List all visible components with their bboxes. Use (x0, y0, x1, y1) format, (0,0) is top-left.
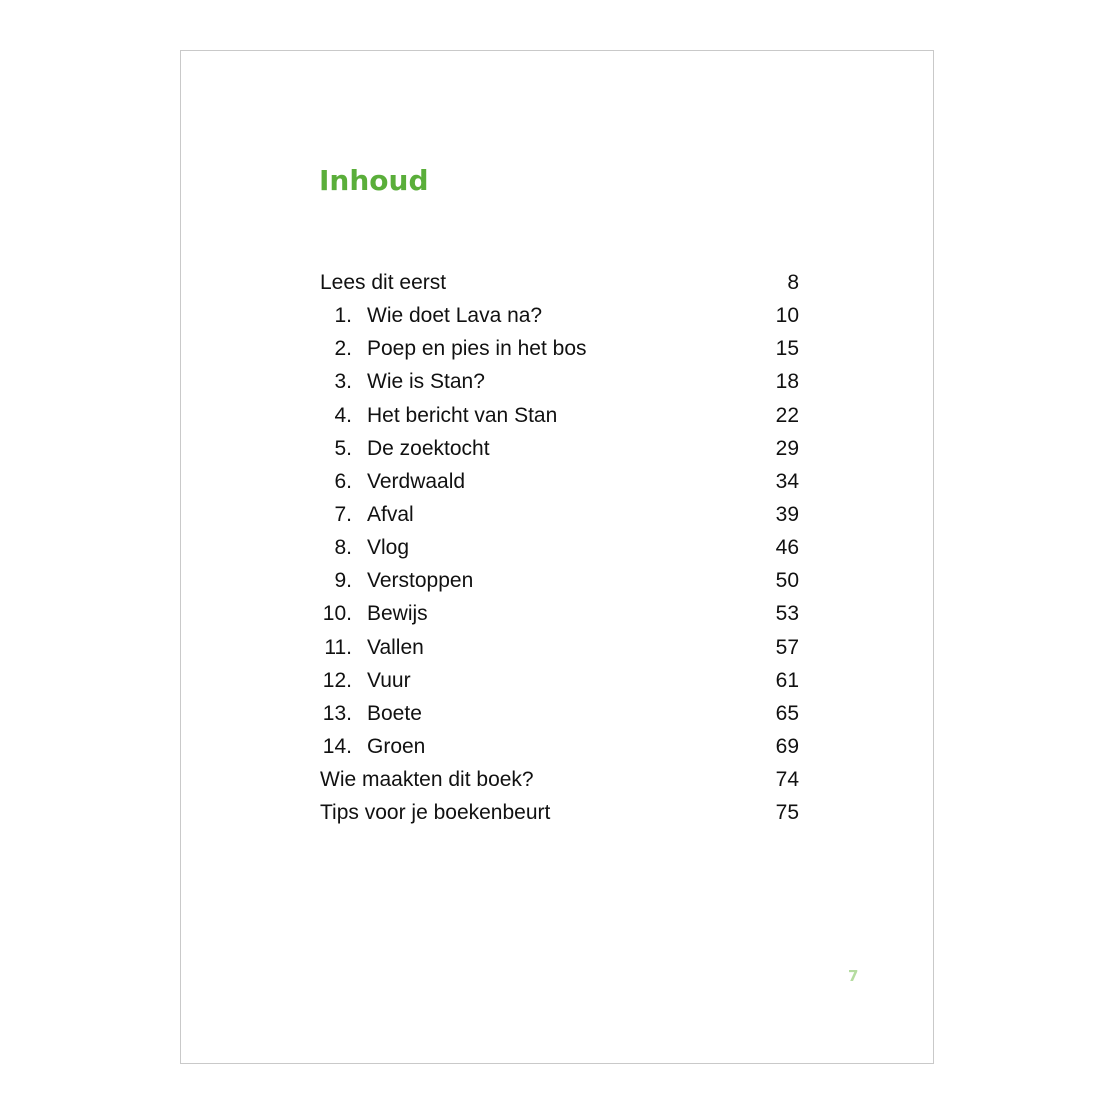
toc-entry (319, 432, 799, 465)
toc-entry-title: Groen (367, 734, 426, 758)
toc-entry-title: Vuur (367, 668, 411, 692)
toc-entry-title: Afval (367, 502, 414, 526)
toc-entry (319, 498, 799, 531)
toc-entry-page: 39 (775, 502, 799, 526)
toc-entry-title: Het bericht van Stan (367, 403, 558, 427)
toc-entry-number: 9. (334, 569, 352, 593)
toc-entry (319, 332, 799, 365)
toc-entry-title: Wie is Stan? (367, 370, 485, 394)
toc-entry (319, 597, 799, 630)
toc-entry (319, 399, 799, 432)
toc-entry-number: 14. (322, 734, 352, 758)
toc-entry (319, 531, 799, 564)
toc-entry (319, 564, 799, 597)
toc-entry-number: 10. (322, 602, 352, 626)
toc-entry-page: 74 (775, 768, 799, 792)
toc-entry-page: 22 (775, 403, 799, 427)
toc-entry-title: De zoektocht (367, 436, 490, 460)
toc-entry-title: Verdwaald (367, 469, 466, 493)
toc-entry (319, 465, 799, 498)
toc-entry-page: 53 (775, 602, 799, 626)
toc-entry-number: 6. (334, 469, 352, 493)
toc-entry-number: 8. (334, 536, 352, 560)
toc-entry-title: Lees dit eerst (320, 271, 447, 294)
toc-entry-title: Vallen (367, 635, 424, 659)
toc-entry-page: 29 (775, 436, 799, 460)
toc-entry (319, 763, 799, 796)
toc-entry-number: 1. (334, 304, 352, 328)
toc-entry (319, 266, 799, 299)
table-of-contents (319, 266, 799, 829)
toc-entry-title: Boete (367, 701, 422, 725)
toc-entry-page: 8 (787, 271, 799, 294)
toc-entry (319, 631, 799, 664)
toc-entry (319, 299, 799, 332)
toc-entry-page: 15 (775, 337, 799, 361)
toc-entry-page: 46 (775, 536, 799, 560)
toc-entry-number: 4. (334, 403, 352, 427)
page-number: 7 (848, 967, 859, 985)
toc-entry-title: Verstoppen (367, 569, 474, 593)
toc-entry (319, 664, 799, 697)
toc-entry-title: Tips voor je boekenbeurt (320, 801, 551, 825)
toc-entry-page: 61 (775, 668, 799, 692)
toc-entry-page: 69 (775, 734, 799, 758)
toc-entry (319, 730, 799, 763)
toc-entry-number: 11. (324, 635, 352, 659)
toc-entry-page: 34 (775, 469, 799, 493)
toc-entry-number: 7. (334, 502, 352, 526)
toc-entry-title: Poep en pies in het bos (367, 337, 587, 361)
toc-entry-title: Wie maakten dit boek? (320, 768, 534, 792)
toc-entry (319, 697, 799, 730)
toc-entry-page: 50 (775, 569, 799, 593)
toc-entry-number: 13. (322, 701, 352, 725)
toc-entry-title: Vlog (367, 536, 410, 560)
page-title: Inhoud (319, 164, 429, 197)
toc-entry-page: 18 (775, 370, 799, 394)
toc-entry-page: 10 (775, 304, 799, 328)
toc-entry-page: 65 (775, 701, 799, 725)
toc-entry-page: 75 (775, 801, 799, 825)
toc-entry-number: 12. (322, 668, 352, 692)
toc-entry (319, 796, 799, 829)
book-page (180, 50, 934, 1064)
toc-entry-page: 57 (775, 635, 799, 659)
toc-entry-number: 3. (334, 370, 352, 394)
toc-entry-number: 2. (334, 337, 352, 361)
toc-entry (319, 365, 799, 398)
toc-entry-title: Bewijs (367, 602, 428, 626)
toc-entry-number: 5. (334, 436, 352, 460)
toc-entry-title: Wie doet Lava na? (367, 304, 543, 328)
